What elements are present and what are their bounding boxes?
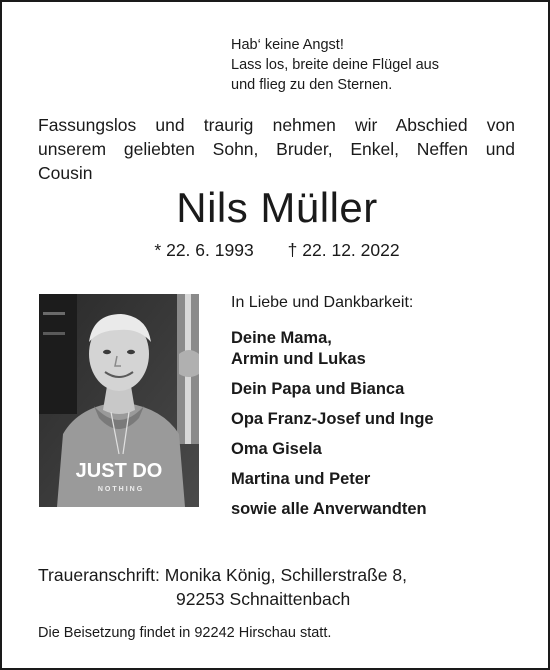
family-entry bbox=[231, 328, 434, 370]
family-entry bbox=[231, 499, 434, 520]
thanks-label: In Liebe und Dankbarkeit: bbox=[231, 294, 414, 311]
family-line: Opa Franz-Josef und Inge bbox=[231, 410, 434, 428]
burial-note: Die Beisetzung findet in 92242 Hirschau statt. bbox=[38, 625, 332, 641]
poem-line: Lass los, breite deine Flügel aus bbox=[231, 57, 439, 73]
shirt-text: JUST DO bbox=[75, 460, 163, 482]
family-entry bbox=[231, 469, 434, 490]
family-entry bbox=[231, 379, 434, 400]
mourning-address bbox=[38, 563, 407, 611]
portrait-illustration bbox=[39, 294, 199, 507]
portrait-photo bbox=[39, 294, 199, 507]
birth-date: * 22. 6. 1993 bbox=[154, 240, 254, 260]
family-line: Deine Mama, bbox=[231, 329, 332, 347]
intro-line: Cousin bbox=[38, 163, 93, 183]
poem bbox=[231, 35, 439, 95]
family-line: Martina und Peter bbox=[231, 470, 371, 488]
death-date: † 22. 12. 2022 bbox=[287, 240, 400, 260]
intro-text bbox=[38, 113, 515, 185]
intro-line: Fassungslos und traurig nehmen wir Abschied von bbox=[38, 115, 515, 135]
family-line: Armin und Lukas bbox=[231, 350, 366, 368]
family-list bbox=[231, 328, 434, 529]
deceased-name: Nils Müller bbox=[176, 184, 378, 231]
family-entry bbox=[231, 439, 434, 460]
family-entry bbox=[231, 409, 434, 430]
poem-line: und flieg zu den Sternen. bbox=[231, 77, 393, 93]
life-dates bbox=[2, 238, 550, 262]
address-line: Traueranschrift: Monika König, Schillerstraße 8, bbox=[38, 565, 407, 585]
family-line: Dein Papa und Bianca bbox=[231, 380, 405, 398]
family-line: Oma Gisela bbox=[231, 440, 322, 458]
family-line: sowie alle Anverwandten bbox=[231, 500, 427, 518]
intro-line: unserem geliebten Sohn, Bruder, Enkel, Neffen und bbox=[38, 139, 515, 159]
poem-line: Hab‘ keine Angst! bbox=[231, 37, 344, 53]
address-line: 92253 Schnaittenbach bbox=[176, 589, 351, 609]
shirt-subtext: NOTHING bbox=[97, 486, 145, 493]
